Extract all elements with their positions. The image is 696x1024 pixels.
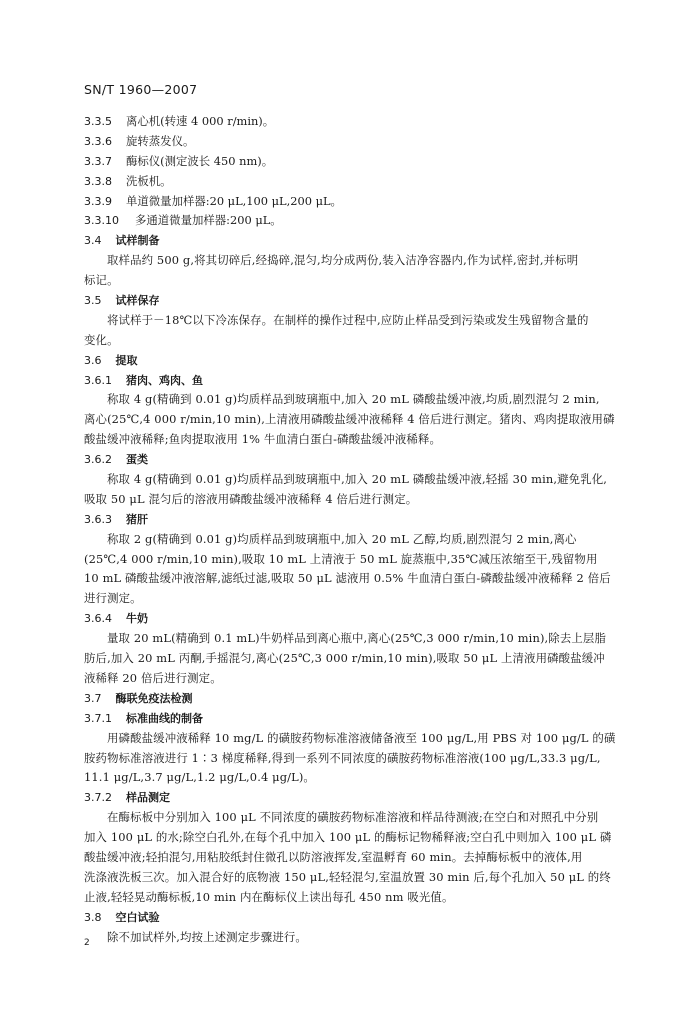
section-number: 3.4 (84, 234, 102, 248)
paragraph-line: 用磷酸盐缓冲液稀释 10 mg/L 的磺胺药物标准溶液储备液至 100 μg/L,用 PBS 对 100 μg/L 的磺 (107, 730, 616, 745)
section-heading-3-6 (84, 351, 664, 371)
item-number: 3.3.7 (84, 154, 112, 168)
paragraph-line: 取样品约 500 g,将其切碎后,经捣碎,混匀,均分成两份,装入洁净容器内,作为试样,密封,并标明 (107, 253, 579, 268)
paragraph-line: 液稀释 20 倍后进行测定。 (84, 670, 222, 685)
paragraph-line: 加入 100 μL 的水;除空白孔外,在每个孔中加入 100 μL 的酶标记物稀释液;空白孔中则加入 100 μL 磷 (84, 830, 612, 845)
section-number: 3.8 (84, 910, 102, 924)
section-heading-3-6-1 (84, 371, 664, 391)
paragraph-line: 胺药物标准溶液进行 1∶3 梯度稀释,得到一系列不同浓度的磺胺药物标准溶液(100 μg/L,33.3 μg/L, (84, 750, 601, 765)
section-heading-3-8 (84, 908, 664, 928)
item-text: 离心机(转速 4 000 r/min)。 (126, 114, 275, 128)
section-title: 空白试验 (115, 910, 160, 924)
section-number: 3.7.2 (84, 791, 112, 805)
section-number: 3.6.2 (84, 453, 112, 467)
paragraph-line: 洗涤液洗板三次。加入混合好的底物液 150 μL,轻轻混匀,室温放置 30 min 后,每个孔加入 50 μL 的终 (84, 869, 611, 884)
section-number: 3.6.3 (84, 512, 112, 526)
section-title: 蛋类 (126, 453, 148, 467)
item-text: 多通道微量加样器:200 μL。 (135, 213, 282, 228)
section-heading-3-7-2 (84, 788, 664, 808)
paragraph-line: 酸盐缓冲液稀释;鱼肉提取液用 1% 牛血清白蛋白-磷酸盐缓冲液稀释。 (84, 432, 442, 447)
list-item (84, 192, 664, 212)
paragraph-line: 11.1 μg/L,3.7 μg/L,1.2 μg/L,0.4 μg/L)。 (84, 770, 315, 785)
item-text: 酶标仪(测定波长 450 nm)。 (126, 153, 274, 168)
item-number: 3.3.9 (84, 194, 112, 208)
item-text: 单道微量加样器:20 μL,100 μL,200 μL。 (126, 193, 342, 208)
paragraph-line: (25℃,4 000 r/min,10 min),吸取 10 mL 上清液于 50 mL 旋蒸瓶中,35℃减压浓缩至干,残留物用 (84, 551, 598, 566)
list-item (84, 152, 664, 172)
section-heading-3-6-3 (84, 510, 664, 530)
paragraph-line: 吸取 50 μL 混匀后的溶液用磷酸盐缓冲液稀释 4 倍后进行测定。 (84, 491, 418, 506)
section-heading-3-7-1 (84, 709, 664, 729)
paragraph-line: 离心(25℃,4 000 r/min,10 min),上清液用磷酸盐缓冲液稀释 4 倍后进行测定。猪肉、鸡肉提取液用磷 (84, 412, 615, 427)
section-heading-3-7 (84, 689, 664, 709)
section-number: 3.6.1 (84, 373, 112, 387)
paragraph-line: 止液,轻轻晃动酶标板,10 min 内在酶标仪上读出每孔 450 nm 吸光值。 (84, 889, 454, 904)
item-number: 3.3.8 (84, 174, 112, 188)
section-heading-3-6-4 (84, 609, 664, 629)
section-heading-3-5 (84, 291, 664, 311)
section-title: 试样保存 (115, 294, 160, 308)
section-number: 3.7.1 (84, 711, 112, 725)
section-heading-3-6-2 (84, 450, 664, 470)
section-number: 3.6 (84, 353, 102, 367)
document-body (84, 112, 664, 947)
paragraph-line: 肪后,加入 20 mL 丙酮,手摇混匀,离心(25℃,3 000 r/min,10 min),吸取 50 μL 上清液用磷酸盐缓冲 (84, 651, 605, 666)
list-item (84, 132, 664, 152)
paragraph-line: 称取 4 g(精确到 0.01 g)均质样品到玻璃瓶中,加入 20 mL 磷酸盐缓冲液,均质,剧烈混匀 2 min, (107, 392, 600, 407)
section-title: 试样制备 (115, 234, 160, 248)
section-title: 酶联免疫法检测 (115, 691, 193, 705)
section-title: 提取 (115, 353, 138, 367)
item-number: 3.3.5 (84, 115, 112, 128)
paragraph-line: 在酶标板中分别加入 100 μL 不同浓度的磺胺药物标准溶液和样品待测液;在空白和对照孔中分别 (107, 810, 599, 825)
section-number: 3.5 (84, 294, 102, 308)
standard-code: SN/T 1960—2007 (84, 82, 198, 97)
paragraph-line: 进行测定。 (84, 591, 142, 606)
paragraph-line: 除不加试样外,均按上述测定步骤进行。 (107, 929, 307, 944)
list-item (84, 112, 664, 132)
paragraph-line: 量取 20 mL(精确到 0.1 mL)牛奶样品到离心瓶中,离心(25℃,3 000 r/min,10 min),除去上层脂 (107, 631, 607, 646)
list-item (84, 211, 664, 231)
paragraph-line: 酸盐缓冲液;轻拍混匀,用粘胶纸封住微孔以防溶液挥发,室温孵育 60 min。去掉酶标板中的液体,用 (84, 849, 583, 864)
section-number: 3.7 (84, 691, 102, 705)
paragraph-line: 将试样于－18℃以下冷冻保存。在制样的操作过程中,应防止样品受到污染或发生残留物含量的 (107, 312, 589, 327)
page-number: 2 (84, 938, 90, 948)
paragraph-line: 10 mL 磷酸盐缓冲液溶解,滤纸过滤,吸取 50 μL 滤液用 0.5% 牛血清白蛋白-磷酸盐缓冲液稀释 2 倍后 (84, 571, 611, 586)
item-text: 洗板机。 (126, 173, 172, 188)
list-item (84, 172, 664, 192)
paragraph-line: 标记。 (84, 273, 119, 288)
item-number: 3.3.6 (84, 134, 112, 148)
paragraph-line: 变化。 (84, 332, 119, 347)
section-title: 猪肉、鸡肉、鱼 (126, 373, 203, 387)
item-number: 3.3.10 (84, 214, 119, 228)
section-title: 牛奶 (126, 612, 148, 626)
section-title: 猪肝 (126, 512, 148, 526)
paragraph-line: 称取 4 g(精确到 0.01 g)均质样品到玻璃瓶中,加入 20 mL 磷酸盐缓冲液,轻摇 30 min,避免乳化, (107, 472, 608, 487)
section-title: 标准曲线的制备 (126, 711, 203, 725)
paragraph-line: 称取 2 g(精确到 0.01 g)均质样品到玻璃瓶中,加入 20 mL 乙醇,均质,剧烈混匀 2 min,离心 (107, 531, 577, 546)
item-text: 旋转蒸发仪。 (126, 133, 195, 148)
section-title: 样品测定 (126, 791, 170, 805)
section-number: 3.6.4 (84, 612, 112, 626)
section-heading-3-4 (84, 231, 664, 251)
